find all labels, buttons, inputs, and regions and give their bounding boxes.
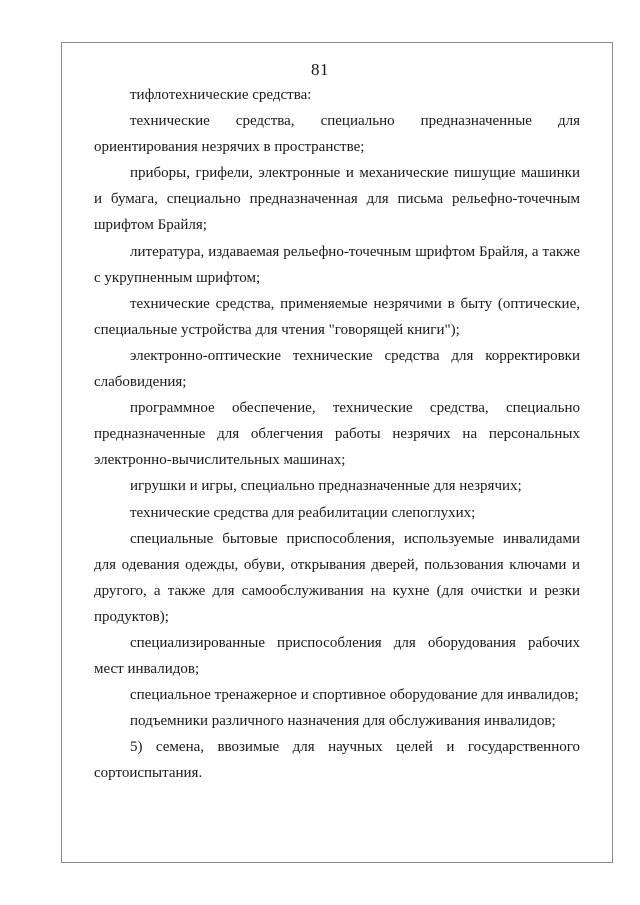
paragraph: специальные бытовые приспособления, используемые инвалидами для одевания одежды, обуви, открывания дверей, пользования ключами и другого, а также для самообслуживания на кухне (для очистки и резки продуктов); bbox=[94, 530, 580, 625]
paragraph: подъемники различного назначения для обслуживания инвалидов; bbox=[130, 713, 556, 730]
paragraph: приборы, грифели, электронные и механические пишущие машинки и бумага, специально предназначенная для письма рельефно-точечным шрифтом Брайля; bbox=[94, 165, 580, 234]
paragraph: технические средства для реабилитации слепоглухих; bbox=[130, 504, 476, 521]
paragraph: игрушки и игры, специально предназначенные для незрячих; bbox=[130, 478, 522, 495]
paragraph: 5) семена, ввозимые для научных целей и государственного сортоиспытания. bbox=[94, 739, 580, 782]
paragraph: специальное тренажерное и спортивное оборудование для инвалидов; bbox=[130, 687, 579, 704]
paragraph: электронно-оптические технические средства для корректировки слабовидения; bbox=[94, 347, 580, 391]
document-body bbox=[94, 82, 580, 787]
paragraph: специализированные приспособления для оборудования рабочих мест инвалидов; bbox=[94, 634, 580, 678]
paragraph: литература, издаваемая рельефно-точечным шрифтом Брайля, а также с укрупненным шрифтом; bbox=[94, 243, 580, 286]
page-number: 81 bbox=[311, 60, 329, 79]
paragraph: технические средства, специально предназначенные для ориентирования незрячих в пространстве; bbox=[94, 113, 580, 156]
paragraph: тифлотехнические средства: bbox=[130, 87, 312, 103]
paragraph: программное обеспечение, технические средства, специально предназначенные для облегчения работы незрячих на персональных электронно-вычислительных машинах; bbox=[94, 400, 580, 469]
paragraph: технические средства, применяемые незрячими в быту (оптические, специальные устройства для чтения "говорящей книги"); bbox=[94, 295, 580, 338]
